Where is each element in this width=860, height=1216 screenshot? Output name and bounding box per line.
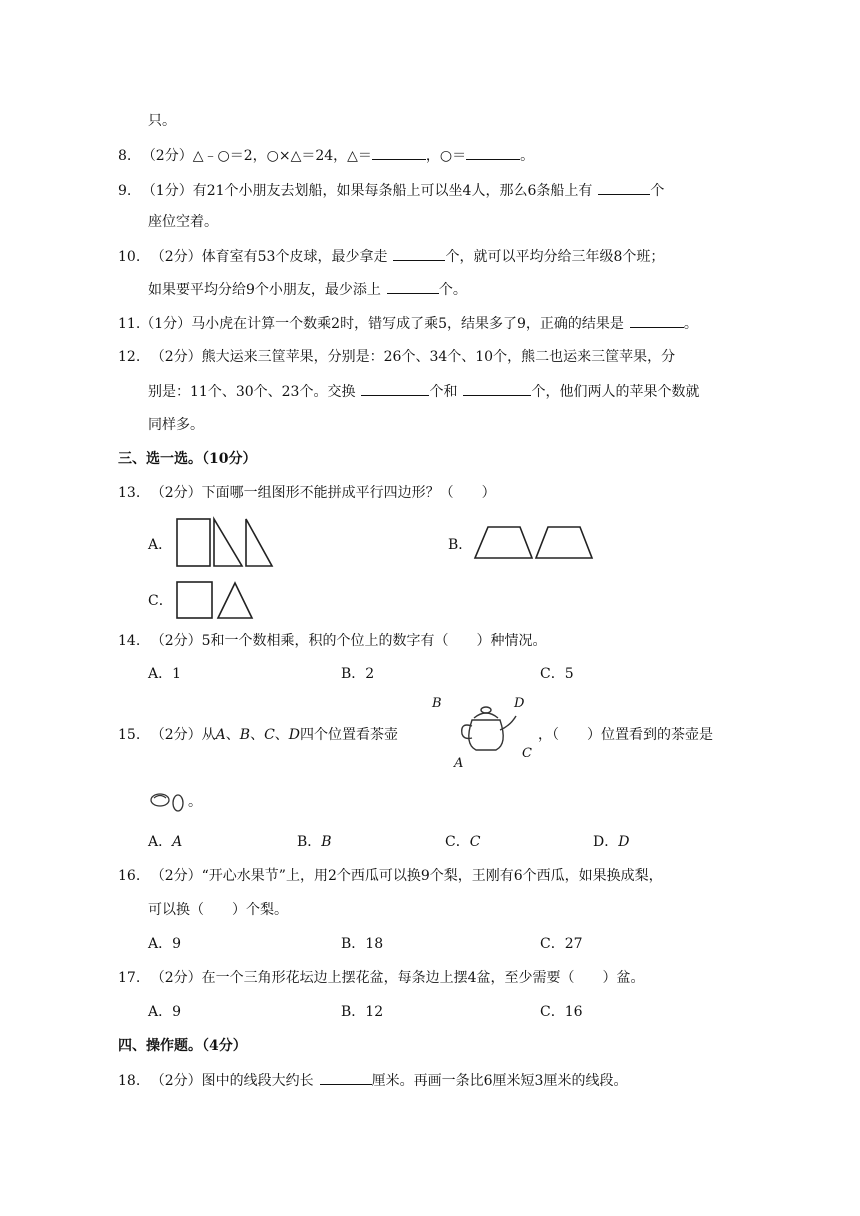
q13-option-b-label[interactable]: B．	[448, 537, 473, 553]
q12-blank-1[interactable]	[361, 381, 429, 396]
q18-number: 18.	[118, 1073, 141, 1089]
q15-sep-2: 、	[250, 727, 265, 743]
q15-text-3: ，（ ）位置看到的茶壶是	[538, 727, 713, 743]
q13-text: 下面哪一组图形不能拼成平行四边形？（ ）	[201, 485, 496, 501]
q15-option-c[interactable]: C．C	[445, 834, 481, 850]
q15-answer-view	[148, 790, 202, 814]
q9-blank[interactable]	[598, 180, 650, 195]
q15-pos-a: A	[215, 727, 226, 743]
q7-tail: 只。	[148, 113, 176, 129]
q8-blank-1[interactable]	[372, 145, 426, 160]
q15-option-b[interactable]: B．B	[297, 834, 332, 850]
q9-number: 9.	[118, 183, 132, 199]
q9-score: （1分）	[141, 183, 193, 199]
question-14	[118, 631, 547, 651]
q14-option-c[interactable]: C．5	[540, 666, 574, 682]
q8-text-3: 。	[520, 148, 535, 164]
q8-blank-2[interactable]	[466, 145, 520, 160]
q13-score: （2分）	[150, 485, 202, 501]
q8-text-2: ，○＝	[425, 148, 467, 164]
question-8	[118, 145, 534, 166]
question-17	[118, 968, 645, 988]
q11-score: （1分）	[140, 316, 192, 332]
q15-option-a[interactable]: A．A	[148, 834, 183, 850]
q13-option-b-shapes	[474, 526, 594, 560]
q12-line2-text-3: 个，他们两人的苹果个数就	[531, 384, 700, 400]
q15-number: 15.	[118, 727, 141, 743]
q13-option-c-shapes	[176, 581, 256, 621]
q10-line2	[148, 279, 467, 300]
q11-text: 马小虎在计算一个数乘2时，错写成了乘5，结果多了9，正确的结果是	[191, 316, 624, 332]
q12-line2-text: 别是：11个、30个、23个。交换	[148, 384, 356, 400]
q8-text: △﹣○＝2，○×△＝24，△＝	[192, 148, 372, 164]
q9-line2: 座位空着。	[148, 214, 218, 230]
q13-option-a-shapes	[176, 518, 276, 568]
q10-text: 体育室有53个皮球，最少拿走	[201, 249, 388, 265]
q15-text: 从	[201, 727, 216, 743]
q14-score: （2分）	[150, 633, 202, 649]
q15-option-d[interactable]: D．D	[593, 834, 630, 850]
q11-number: 11.	[118, 316, 141, 332]
question-18	[118, 1070, 627, 1091]
q12-number: 12.	[118, 349, 141, 365]
q9-text-2: 个	[650, 183, 665, 199]
question-11	[118, 313, 698, 334]
question-13	[118, 483, 496, 503]
q12-blank-2[interactable]	[463, 381, 531, 396]
teapot-label-b: B	[432, 696, 442, 711]
q11-blank[interactable]	[630, 313, 684, 328]
q17-score: （2分）	[150, 970, 202, 986]
q17-number: 17.	[118, 970, 141, 986]
q8-score: （2分）	[141, 148, 193, 164]
q15-pos-c: C	[264, 727, 275, 743]
question-10	[118, 246, 664, 267]
q8-number: 8.	[118, 148, 132, 164]
q13-option-a-label[interactable]: A．	[148, 537, 173, 553]
teapot-view-icon	[148, 790, 188, 814]
question-12	[118, 347, 675, 367]
q15-pos-d: D	[288, 727, 301, 743]
q12-line1: 熊大运来三筐苹果，分别是：26个、34个、10个，熊二也运来三筐苹果，分	[201, 349, 676, 365]
q12-score: （2分）	[150, 349, 202, 365]
q15-score: （2分）	[150, 727, 202, 743]
q15-pos-b: B	[239, 727, 251, 743]
q18-text-2: 厘米。再画一条比6厘米短3厘米的线段。	[371, 1073, 628, 1089]
q15-sep-3: 、	[274, 727, 289, 743]
q17-option-c[interactable]: C．16	[540, 1004, 583, 1020]
teapot-label-a: A	[454, 756, 464, 771]
q16-option-b[interactable]: B．18	[341, 936, 384, 952]
q14-option-b[interactable]: B．2	[341, 666, 375, 682]
q17-option-a[interactable]: A．9	[148, 1004, 182, 1020]
section-3-heading: 三、选一选。（10分）	[118, 451, 257, 467]
q13-option-c-label[interactable]: C．	[148, 593, 173, 609]
q12-line3: 同样多。	[148, 417, 204, 433]
section-4-heading: 四、操作题。（4分）	[118, 1038, 247, 1054]
teapot-icon	[452, 704, 522, 756]
q17-text: 在一个三角形花坛边上摆花盆，每条边上摆4盆，至少需要（ ）盆。	[201, 970, 645, 986]
q16-score: （2分）	[150, 868, 202, 884]
q16-line2: 可以换（ ）个梨。	[148, 902, 288, 918]
q14-text: 5和一个数相乘，积的个位上的数字有（ ）种情况。	[201, 633, 547, 649]
teapot-label-d: D	[514, 696, 525, 711]
teapot-label-c: C	[522, 746, 532, 761]
q15-sep-1: 、	[225, 727, 240, 743]
q9-text: 有21个小朋友去划船，如果每条船上可以坐4人，那么6条船上有	[192, 183, 593, 199]
q16-option-a[interactable]: A．9	[148, 936, 182, 952]
q14-option-a[interactable]: A．1	[148, 666, 182, 682]
q12-line2-text-2: 个和	[429, 384, 458, 400]
question-16	[118, 866, 663, 886]
q18-score: （2分）	[150, 1073, 202, 1089]
q11-text-2: 。	[683, 316, 698, 332]
q10-line2-text: 如果要平均分给9个小朋友，最少添上	[148, 282, 381, 298]
q10-score: （2分）	[150, 249, 202, 265]
q10-line2-text-2: 个。	[438, 282, 467, 298]
q15-tail: 。	[188, 794, 202, 810]
q10-number: 10.	[118, 249, 141, 265]
q17-option-b[interactable]: B．12	[341, 1004, 384, 1020]
q12-line2	[148, 381, 699, 402]
q15-text-2: 四个位置看茶壶	[300, 727, 399, 743]
question-9	[118, 180, 664, 201]
q18-text: 图中的线段大约长	[201, 1073, 314, 1089]
q13-number: 13.	[118, 485, 141, 501]
q10-blank-1[interactable]	[393, 246, 445, 261]
question-15	[118, 725, 398, 745]
q16-option-c[interactable]: C．27	[540, 936, 583, 952]
q10-blank-2[interactable]	[387, 279, 439, 294]
teapot-figure	[426, 694, 540, 774]
q16-line1: “开心水果节”上，用2个西瓜可以换9个梨，王刚有6个西瓜，如果换成梨，	[201, 868, 663, 884]
q14-number: 14.	[118, 633, 141, 649]
q18-blank[interactable]	[320, 1070, 372, 1085]
q10-text-2: 个，就可以平均分给三年级8个班；	[445, 249, 665, 265]
q16-number: 16.	[118, 868, 141, 884]
